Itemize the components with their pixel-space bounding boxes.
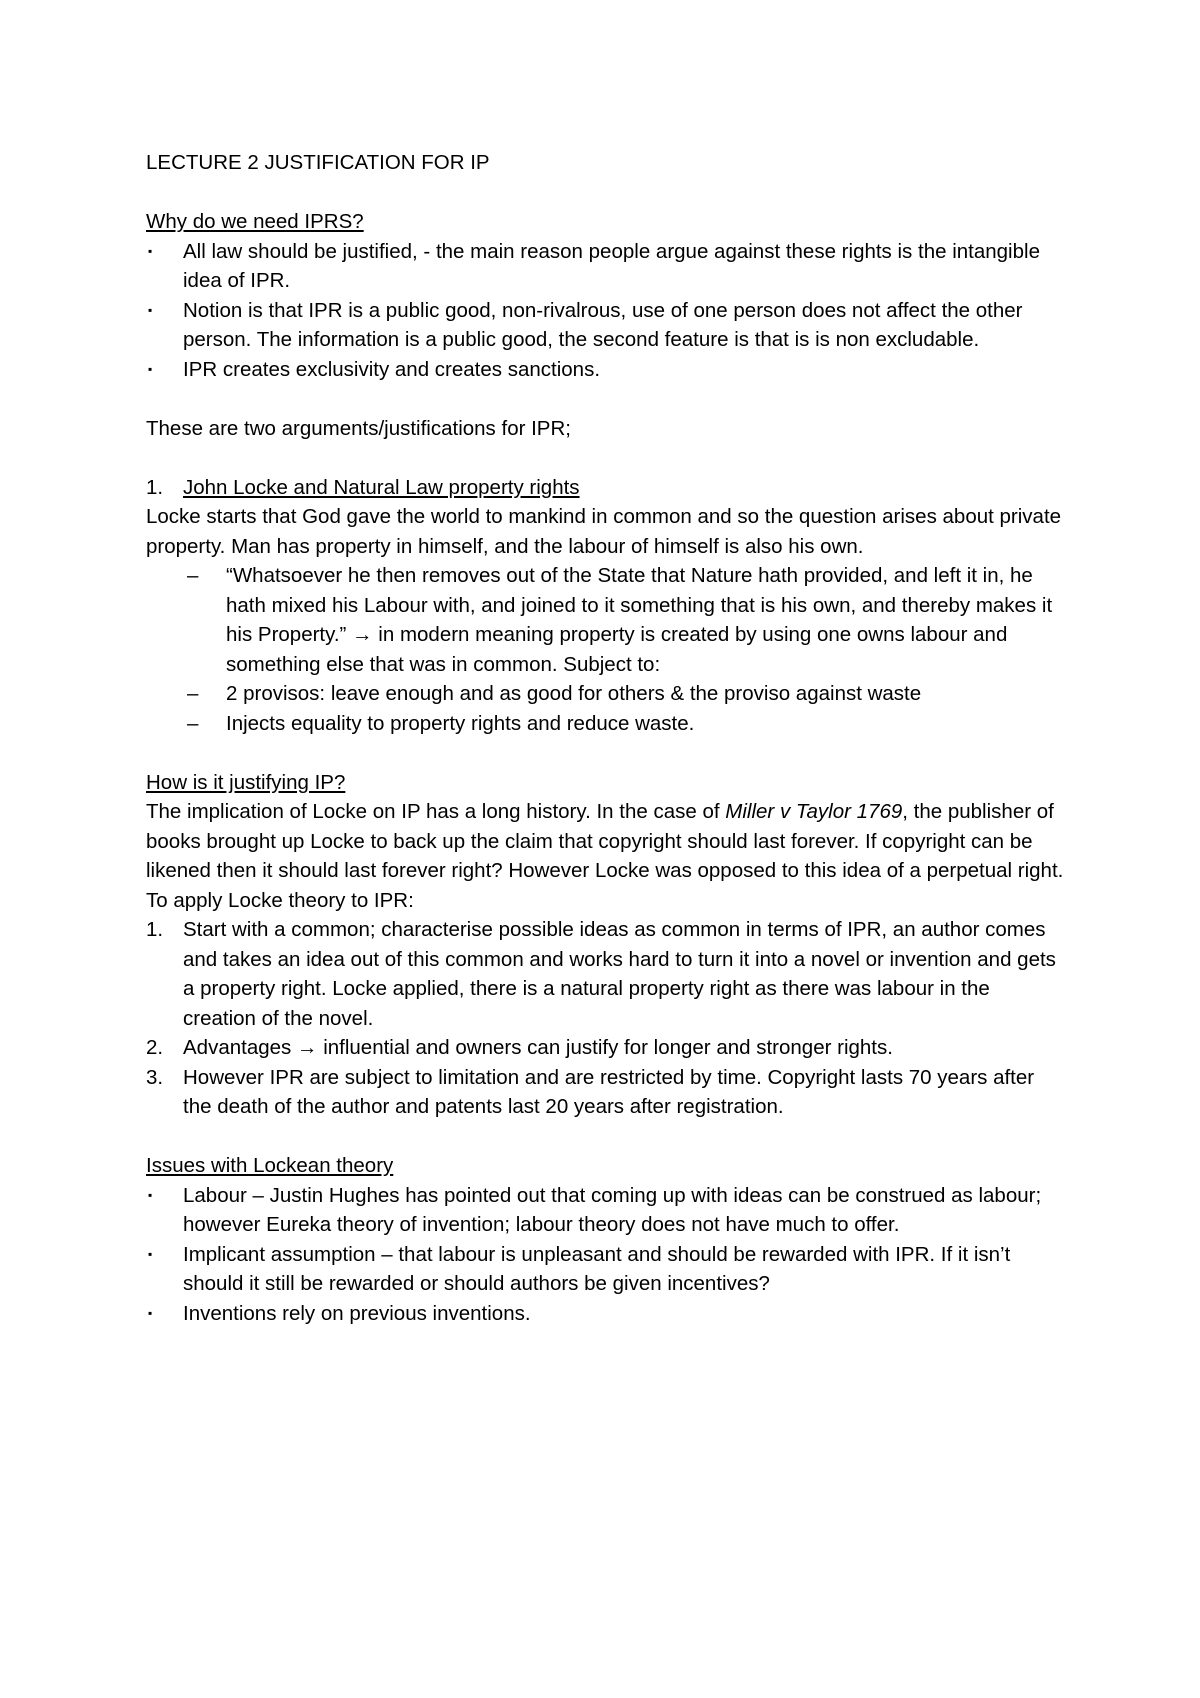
list-item (146, 237, 1066, 296)
list-item-text-cont: influential and owners can justify for longer and stronger rights. (323, 1036, 893, 1059)
list-item-text: IPR creates exclusivity and creates sanctions. (183, 357, 601, 381)
bullet-icon: ▪ (148, 361, 153, 376)
dash-icon: – (187, 682, 199, 705)
list-item (146, 1299, 1066, 1329)
list-item (187, 679, 1066, 709)
locke-paragraph: Locke starts that God gave the world to mankind in common and so the question arises about private property. Man has property in himself, and the labour of himself is also his own. (146, 505, 1062, 558)
why-iprs-bullet-list (146, 237, 1066, 385)
spacer (146, 738, 1066, 768)
list-item-text: Implicant assumption – that labour is unpleasant and should be rewarded with IPR. If it isn’t should it still be rewarded or should authors be given incentives? (183, 1242, 1011, 1295)
heading-number: 1. (146, 475, 164, 499)
list-item-text: However IPR are subject to limitation and are restricted by time. Copyright lasts 70 years after the death of the author and patents last 20 years after registration. (183, 1065, 1035, 1118)
list-item-text: 2 provisos: leave enough and as good for others & the proviso against waste (226, 682, 922, 705)
paragraph-text: The implication of Locke on IP has a long history. In the case of (146, 800, 720, 823)
quote-text: “Whatsoever he then removes out of the State that Nature hath provided, and left it in, he hath mixed his Labour with, and joined to it something that is his own, and thereby makes it his Property.” (226, 564, 1053, 646)
spacer (146, 178, 1066, 208)
section-heading-issues: Issues with Lockean theory (146, 1154, 394, 1177)
document-title: LECTURE 2 JUSTIFICATION FOR IP (146, 151, 490, 174)
item-number: 1. (146, 918, 164, 941)
item-number: 3. (146, 1065, 164, 1089)
item-number: 2. (146, 1036, 164, 1059)
spacer (146, 1122, 1066, 1152)
list-item (146, 296, 1066, 355)
list-item (146, 915, 1066, 1033)
bullet-icon: ▪ (148, 243, 153, 258)
justifying-paragraph (146, 797, 1066, 886)
list-item (146, 1240, 1066, 1299)
list-item-text: All law should be justified, - the main reason people argue against these rights is the intangible idea of IPR. (183, 239, 1040, 292)
list-item-text: Advantages (183, 1036, 292, 1059)
list-item (146, 1033, 1066, 1063)
list-item-text: Inventions rely on previous inventions. (183, 1301, 531, 1325)
list-item (187, 561, 1066, 679)
document-body (146, 148, 1066, 1328)
list-item (146, 1181, 1066, 1240)
list-item-text: Start with a common; characterise possible ideas as common in terms of IPR, an author comes and takes an idea out of this common and works hard to turn it into a novel or invention and gets a property right. Locke applied, there is a natural property right as there was labour in the creation of the novel. (183, 918, 1056, 1030)
list-item-text: Notion is that IPR is a public good, non-rivalrous, use of one person does not affect the other person. The information is a public good, the second feature is that is is non excludable. (183, 298, 1023, 351)
section-heading-justifying-ip: How is it justifying IP? (146, 770, 346, 794)
arrow-right-icon: → (352, 623, 373, 646)
list-item-text: Labour – Justin Hughes has pointed out that coming up with ideas can be construed as labour; however Eureka theory of invention; labour theory does not have much to offer. (183, 1183, 1042, 1236)
bullet-icon: ▪ (148, 302, 153, 317)
quote-explanation: in modern meaning property is created by using one owns labour and something else that was in common. Subject to: (226, 623, 1008, 676)
dash-icon: – (187, 711, 199, 735)
bullet-icon: ▪ (148, 1187, 153, 1202)
apply-numbered-list (146, 915, 1066, 1122)
section-heading-locke (146, 473, 1066, 503)
arrow-right-icon: → (296, 1036, 318, 1059)
list-item-text: Injects equality to property rights and reduce waste. (226, 711, 695, 735)
list-item (187, 709, 1066, 739)
section-heading-why-iprs: Why do we need IPRS? (146, 210, 364, 233)
locke-dash-list (187, 561, 1066, 738)
dash-icon: – (187, 564, 199, 587)
list-item (146, 355, 1066, 385)
spacer (146, 443, 1066, 473)
case-name: Miller v Taylor 1769 (725, 800, 903, 823)
list-item (146, 1063, 1066, 1122)
apply-intro: To apply Locke theory to IPR: (146, 888, 414, 912)
paragraph-text-cont: , the publisher of books brought up Locke to back up the claim that copyright should last forever. If copyright can be likened then it should last forever right? However Locke was opposed to this idea of a perpetual right. (146, 800, 1064, 882)
issues-bullet-list (146, 1181, 1066, 1329)
spacer (146, 384, 1066, 414)
heading-text: John Locke and Natural Law property rights (183, 475, 580, 499)
bullet-icon: ▪ (148, 1246, 153, 1261)
bullet-icon: ▪ (148, 1305, 153, 1320)
arguments-intro: These are two arguments/justifications for IPR; (146, 416, 571, 440)
